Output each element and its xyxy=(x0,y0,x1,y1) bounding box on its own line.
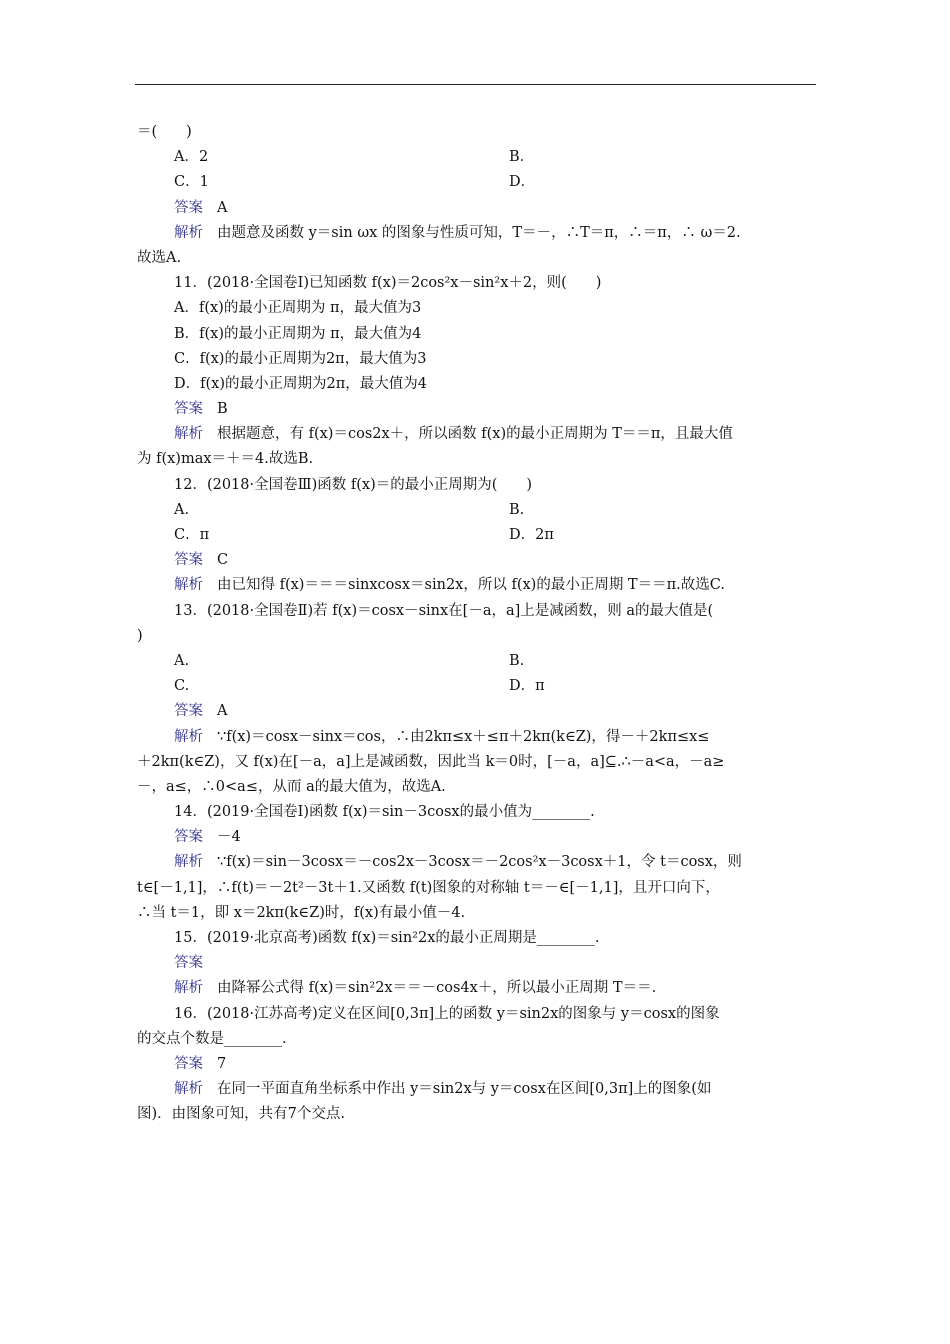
analysis-label: 解析 xyxy=(174,1081,203,1098)
analysis-label: 解析 xyxy=(174,577,203,594)
option-right: B. xyxy=(509,652,525,669)
line-text: 由题意及函数 y＝sin ωx 的图象与性质可知，T＝－，∴T＝π，∴＝π，∴ ω＝2. xyxy=(217,224,741,241)
option-right: B． xyxy=(509,149,535,166)
line-text: 根据题意，有 f(x)＝cos2x＋，所以函数 f(x)的最小正周期为 T＝＝π，且最大值 xyxy=(217,426,733,443)
analysis-line xyxy=(137,1077,817,1102)
analysis-line xyxy=(137,850,817,875)
answer-label: 答案 xyxy=(174,1055,203,1072)
option-row xyxy=(137,649,817,674)
option-right: D．2π xyxy=(509,527,554,543)
option-right: D．π xyxy=(509,678,545,695)
line-text: ∵f(x)＝cosx－sinx＝cos，∴由2kπ≤x＋≤π＋2kπ(k∈Z)，得－＋2kπ≤x≤ xyxy=(217,728,710,745)
analysis-label: 解析 xyxy=(174,426,203,443)
option-right: B. xyxy=(509,501,525,518)
text-line: 14．(2019·全国卷Ⅰ)函数 f(x)＝sin－3cosx的最小值为________. xyxy=(174,804,595,821)
line-text: 由降幂公式得 f(x)＝sin²2x＝＝－cos4x＋，所以最小正周期 T＝＝. xyxy=(217,980,657,997)
text-line: ＋2kπ(k∈Z)，又 f(x)在[－a，a]上是减函数，因此当 k＝0时，[－a，a]⊆.∴－a<a，－a≥ xyxy=(137,753,725,770)
text-line: 13．(2018·全国卷Ⅱ)若 f(x)＝cosx－sinx在[－a，a]上是减函数，则 a的最大值是( xyxy=(174,602,714,619)
text-line: A．f(x)的最小正周期为 π，最大值为3 xyxy=(174,300,422,317)
analysis-label: 解析 xyxy=(174,728,203,745)
text-line: D．f(x)的最小正周期为2π，最大值为4 xyxy=(174,375,427,392)
option-row xyxy=(137,145,817,170)
option-row xyxy=(137,498,817,523)
option-right: D． xyxy=(509,174,536,191)
option-left: C. xyxy=(174,678,190,695)
analysis-line xyxy=(137,725,817,750)
option-left: C．1 xyxy=(174,174,209,191)
analysis-label: 解析 xyxy=(174,854,203,871)
analysis-line xyxy=(137,573,817,598)
answer-line xyxy=(137,699,817,724)
text-line: 15．(2019·北京高考)函数 f(x)＝sin²2x的最小正周期是________. xyxy=(174,930,600,946)
answer-label: 答案 xyxy=(174,955,203,972)
text-line: 12．(2018·全国卷Ⅲ)函数 f(x)＝的最小正周期为( ) xyxy=(174,476,533,493)
answer-line xyxy=(137,548,817,573)
text-line: t∈[－1,1]，∴f(t)＝－2t²－3t＋1.又函数 f(t)图象的对称轴 t＝－∈[－1,1]，且开口向下， xyxy=(137,879,720,896)
text-line: 图)．由图象可知，共有7个交点. xyxy=(137,1106,345,1123)
option-left: A. xyxy=(174,501,190,518)
answer-line xyxy=(137,196,817,221)
answer-line xyxy=(137,825,817,850)
line-text: A xyxy=(217,703,228,720)
answer-label: 答案 xyxy=(174,703,203,720)
option-row xyxy=(137,523,817,548)
line-text: ∵f(x)＝sin－3cosx＝－cos2x－3cosx＝－2cos²x－3cosx＋1，令 t＝cosx，则 xyxy=(217,854,742,871)
analysis-line xyxy=(137,422,817,447)
analysis-label: 解析 xyxy=(174,224,203,241)
answer-label: 答案 xyxy=(174,829,203,846)
option-left: C．π xyxy=(174,527,210,543)
answer-label: 答案 xyxy=(174,401,203,418)
line-text: A xyxy=(217,199,228,216)
document-body xyxy=(137,120,817,1128)
text-line: 为 f(x)max＝＋＝4.故选B. xyxy=(137,451,314,468)
analysis-line xyxy=(137,221,817,246)
answer-label: 答案 xyxy=(174,552,203,569)
line-text: 在同一平面直角坐标系中作出 y＝sin2x与 y＝cosx在区间[0,3π]上的图象(如 xyxy=(217,1081,712,1098)
line-text: B xyxy=(217,401,228,418)
answer-line xyxy=(137,951,817,976)
text-line: 故选A. xyxy=(137,249,182,266)
text-line: ) xyxy=(137,627,143,644)
text-line: C．f(x)的最小正周期为2π，最大值为3 xyxy=(174,350,427,367)
analysis-line xyxy=(137,976,817,1001)
option-row xyxy=(137,674,817,699)
option-left: A．2 xyxy=(174,149,209,166)
text-line: ＝( ) xyxy=(137,124,192,140)
text-line: ∴当 t＝1，即 x＝2kπ(k∈Z)时，f(x)有最小值－4. xyxy=(137,904,466,921)
line-text: －4 xyxy=(217,829,241,846)
text-line: 11．(2018·全国卷Ⅰ)已知函数 f(x)＝2cos²x－sin²x＋2，则( ) xyxy=(174,275,602,292)
answer-label: 答案 xyxy=(174,199,203,216)
analysis-label: 解析 xyxy=(174,980,203,997)
answer-line xyxy=(137,1052,817,1077)
option-row xyxy=(137,170,817,195)
text-line: －，a≤，∴0<a≤，从而 a的最大值为，故选A. xyxy=(137,778,446,795)
text-line: 的交点个数是________. xyxy=(137,1030,287,1047)
text-line: 16．(2018·江苏高考)定义在区间[0,3π]上的函数 y＝sin2x的图象与 y＝cosx的图象 xyxy=(174,1005,720,1022)
text-line: B．f(x)的最小正周期为 π，最大值为4 xyxy=(174,325,422,342)
answer-line xyxy=(137,397,817,422)
line-text: 7 xyxy=(217,1055,227,1072)
line-text: C xyxy=(217,552,229,569)
line-text: 由已知得 f(x)＝＝＝sinxcosx＝sin2x，所以 f(x)的最小正周期 T＝＝π.故选C. xyxy=(217,577,725,594)
option-left: A. xyxy=(174,652,190,669)
header-rule xyxy=(135,84,816,85)
